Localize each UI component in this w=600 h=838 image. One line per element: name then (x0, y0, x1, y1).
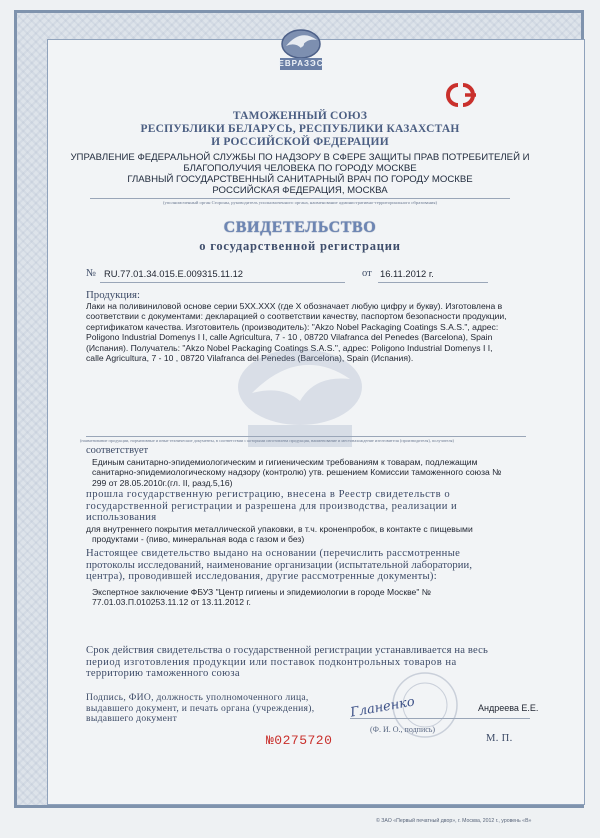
dept-line-1: УПРАВЛЕНИЕ ФЕДЕРАЛЬНОЙ СЛУЖБЫ ПО НАДЗОРУ В СФЕРЕ ЗАЩИТЫ ПРАВ ПОТРЕБИТЕЛЕЙ И (70, 152, 530, 163)
basis-text (86, 548, 536, 583)
header-union: ТАМОЖЕННЫЙ СОЮЗ (232, 110, 368, 122)
serial-number: №0275720 (266, 733, 333, 748)
basis-line: Настоящее свидетельство выдано на основании (перечислить рассмотренные (86, 548, 461, 559)
signature-label-line: Подпись, ФИО, должность уполномоченного лица, (86, 692, 309, 703)
handwritten-signature: Гланенко (349, 694, 416, 721)
usage-line: для внутреннего покрытия металлической упаковки, в т.ч. кроненпробок, в контакте с пищевыми (86, 524, 473, 534)
product-line: сертификатом качества. Изготовитель (производитель): "Akzo Nobel Packaging Coatings S.A.S.", адрес: (86, 321, 499, 332)
product-caption: (наименование продукции, нормативные и иные технические документы, в соответствии с которыми изготовлена продукция, наименование и местонахождение изготовителя (производителя), получателя) (80, 438, 454, 443)
passed-line: использования (86, 512, 157, 524)
product-line: соответствии с документами: декларацией о соответствии качеству, паспортом безопасности продукции, (86, 311, 507, 322)
product-line: calle Agricultura, 7 - 10 , 08720 Vilafranca del Penedes (Barcelona), Spain (Испания). (86, 353, 414, 364)
reg-date-underline (378, 282, 488, 283)
signature-label-line: выдавшего документ (86, 713, 178, 725)
dept-line-2: БЛАГОПОЛУЧИЯ ЧЕЛОВЕКА ПО ГОРОДУ МОСКВЕ (183, 163, 417, 174)
printer-note: © ЗАО «Первый печатный двор», г. Москва, 2012 г., уровень «В» (376, 818, 532, 824)
conformity-mark-icon (436, 81, 486, 109)
compliance-text (92, 457, 532, 488)
reg-date-label: от (362, 268, 372, 279)
signature-underline (350, 718, 530, 719)
signer-name: Андреева Е.Е. (478, 703, 539, 713)
dept-caption: (уполномоченный орган Стороны, руководитель уполномоченного органа, наименование административно-территориального образования) (162, 200, 438, 205)
usage-line: продуктами - (пиво, минеральная вода с газом и без) (92, 534, 305, 545)
product-line: (Испания). Получатель: "Akzo Nobel Packaging Coatings S.A.S.", адрес: Poligono Industrial Domenys I I, (86, 342, 493, 353)
compliance-label: соответствует (86, 445, 149, 456)
basis-value-line: 77.01.03.П.010253.11.12 от 13.11.2012 г. (92, 597, 251, 608)
stamp-place: М. П. (486, 733, 513, 744)
passed-line: прошла государственную регистрацию, внесена в Реестр свидетельств о (86, 489, 451, 500)
usage-text (86, 524, 536, 545)
watermark-emblem (190, 345, 410, 450)
basis-line: протоколы исследований, наименование организации (испытательной лаборатории, (86, 559, 473, 571)
reg-number: RU.77.01.34.015.Е.009315.11.12 (104, 268, 243, 279)
signature-label-line: выдавшего документ, и печать органа (учреждения), (86, 702, 315, 714)
reg-number-label: № (86, 268, 97, 279)
product-label: Продукция: (86, 289, 140, 301)
compliance-line: Единым санитарно-эпидемиологическим и гигиеническим требованиям к товарам, подлежащим (92, 457, 478, 467)
emblem-label: ЕВРАЗЭС (278, 59, 324, 68)
dept-underline (90, 198, 510, 199)
passed-text (86, 489, 536, 524)
validity-line: территорию таможенного союза (86, 668, 240, 680)
header-federation: И РОССИЙСКОЙ ФЕДЕРАЦИИ (211, 136, 389, 148)
signature-caption: (Ф. И. О., подпись) (370, 725, 436, 734)
dept-line-3: ГЛАВНЫЙ ГОСУДАРСТВЕННЫЙ САНИТАРНЫЙ ВРАЧ ПО ГОРОДУ МОСКВЕ (127, 174, 473, 185)
reg-number-underline (100, 282, 345, 283)
validity-line: Срок действия свидетельства о государственной регистрации устанавливается на весь (86, 645, 488, 656)
certificate-title: СВИДЕТЕЛЬСТВО (223, 219, 377, 236)
dept-line-4: РОССИЙСКАЯ ФЕДЕРАЦИЯ, МОСКВА (212, 185, 388, 196)
product-line: Лаки на поливиниловой основе серии 5XX.XXX (где X обозначает любую цифру и букву). Изготовлена в (86, 301, 503, 311)
basis-line: центра), проводившей исследования, другие рассмотренные документы): (86, 571, 437, 583)
basis-value (92, 587, 532, 608)
passed-line: государственной регистрации и разрешена для производства, реализации и (86, 500, 458, 512)
validity-text (86, 645, 536, 680)
reg-date: 16.11.2012 г. (380, 268, 434, 279)
product-line: Poligono Industrial Domenys I I, calle Agricultura, 7 - 10 , 08720 Vilafranca del Penedes (Barcelona), Spain (86, 332, 493, 343)
header-republics: РЕСПУБЛИКИ БЕЛАРУСЬ, РЕСПУБЛИКИ КАЗАХСТАН (140, 123, 460, 135)
product-underline (86, 436, 526, 437)
basis-value-line: Экспертное заключение ФБУЗ "Центр гигиены и эпидемиологии в городе Москве" № (92, 587, 431, 597)
compliance-line: 299 от 28.05.2010г.(гл. II, разд.5,16) (92, 477, 233, 488)
certificate-subtitle: о государственной регистрации (199, 239, 401, 253)
validity-line: период изготовления продукции или поставок подконтрольных товаров на (86, 656, 457, 668)
signature-label (86, 693, 336, 725)
compliance-line: санитарно-эпидемиологическому надзору (контролю) утв. решением Комиссии таможенного союза № (92, 467, 502, 478)
